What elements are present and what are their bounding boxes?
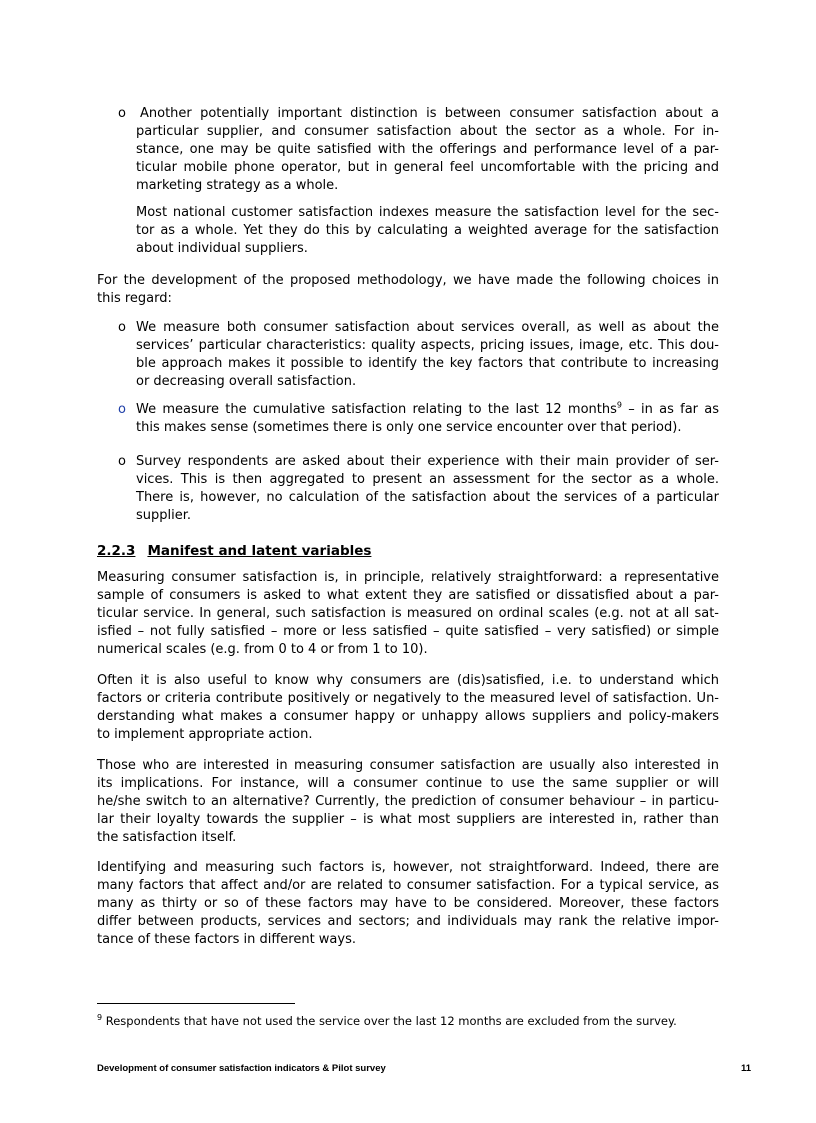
text-line: Another potentially important distinction is between consumer satisfaction about a	[140, 106, 719, 121]
text-line: There is, however, no calculation of the satisfaction about the services of a particular	[136, 490, 719, 505]
text-line: factors or criteria contribute positively or negatively to the measured level of satisfaction. Un-	[97, 691, 719, 706]
text-line: Often it is also useful to know why consumers are (dis)satisfied, i.e. to understand which	[97, 673, 719, 688]
text-line: or decreasing overall satisfaction.	[136, 374, 357, 389]
text-line: particular supplier, and consumer satisfaction about the sector as a whole. For in-	[136, 124, 719, 139]
text-segment: We measure the cumulative satisfaction relating to the last 12 months	[136, 402, 617, 417]
text-line: the satisfaction itself.	[97, 830, 237, 845]
footnote-ref[interactable]: 9	[616, 400, 622, 410]
intro-paragraph	[97, 272, 719, 308]
bullet-marker: o	[118, 106, 126, 121]
paragraph	[97, 672, 719, 744]
text-line: supplier.	[136, 508, 192, 523]
text-line: Those who are interested in measuring consumer satisfaction are usually also interested in	[97, 758, 719, 773]
text-line: Most national customer satisfaction indexes measure the satisfaction level for the sec-	[136, 205, 719, 220]
text-line: vices. This is then aggregated to present an assessment for the sector as a whole.	[136, 472, 719, 487]
paragraph	[97, 757, 719, 847]
text-line: this makes sense (sometimes there is only one service encounter over that period).	[136, 420, 682, 435]
bullet-distinction	[118, 105, 719, 195]
paragraph	[97, 859, 719, 949]
text-line: services’ particular characteristics: quality aspects, pricing issues, image, etc. This dou-	[136, 338, 719, 353]
footer-title: Development of consumer satisfaction indicators & Pilot survey	[97, 1063, 386, 1074]
page-number: 11	[740, 1063, 751, 1074]
text-line: this regard:	[97, 291, 172, 306]
page-footer	[97, 1063, 751, 1074]
choice-item	[118, 400, 719, 437]
text-line: Identifying and measuring such factors is, however, not straightforward. Indeed, there are	[97, 860, 719, 875]
text-line: about individual suppliers.	[136, 241, 308, 256]
text-line: many as thirty or so of these factors may have to be considered. Moreover, these factors	[97, 896, 719, 911]
choice-item	[118, 319, 719, 391]
section-number: 2.2.3	[97, 543, 136, 559]
text-segment: – in as far as	[628, 402, 719, 417]
footnote-divider	[97, 1003, 295, 1004]
text-line: many factors that affect and/or are related to consumer satisfaction. For a typical service, as	[97, 878, 719, 893]
text-line: lar their loyalty towards the supplier – is what most suppliers are interested in, rather than	[97, 812, 719, 827]
text-line: tor as a whole. Yet they do this by calculating a weighted average for the satisfaction	[136, 223, 719, 238]
text-line: For the development of the proposed methodology, we have made the following choices in	[97, 273, 719, 288]
text-line: Measuring consumer satisfaction is, in principle, relatively straightforward: a representative	[97, 570, 719, 585]
bullet-marker: o	[118, 320, 126, 335]
bullet-marker: o	[118, 402, 126, 417]
text-line: ticular service. In general, such satisfaction is measured on ordinal scales (e.g. not at all sat-	[97, 606, 719, 621]
text-line: stance, one may be quite satisfied with the offerings and performance level of a par-	[136, 142, 719, 157]
text-line: ticular mobile phone operator, but in general feel uncomfortable with the pricing and	[136, 160, 719, 175]
text-line: We measure both consumer satisfaction about services overall, as well as about the	[136, 320, 719, 335]
section-title: Manifest and latent variables	[147, 543, 372, 559]
text-line: ble approach makes it possible to identify the key factors that contribute to increasing	[136, 356, 719, 371]
text-line: Survey respondents are asked about their experience with their main provider of ser-	[136, 454, 719, 469]
text-line: differ between products, services and sectors; and individuals may rank the relative impor-	[97, 914, 719, 929]
text-line: to implement appropriate action.	[97, 727, 313, 742]
paragraph	[97, 569, 719, 659]
text-line: marketing strategy as a whole.	[136, 178, 339, 193]
section-heading	[97, 543, 371, 559]
text-line: sample of consumers is asked to what extent they are satisfied or dissatisfied about a par-	[97, 588, 719, 603]
text-line: numerical scales (e.g. from 0 to 4 or from 1 to 10).	[97, 642, 428, 657]
choice-item	[118, 453, 719, 525]
indented-paragraph	[136, 204, 719, 258]
text-line: isfied – not fully satisfied – more or less satisfied – quite satisfied – very satisfied) or simple	[97, 624, 719, 639]
text-line: tance of these factors in different ways.	[97, 932, 356, 947]
footnote	[97, 1013, 677, 1029]
footnote-number: 9	[97, 1013, 103, 1023]
footnote-text: Respondents that have not used the service over the last 12 months are excluded from the survey.	[105, 1014, 677, 1028]
text-line: its implications. For instance, will a consumer continue to use the same supplier or will	[97, 776, 719, 791]
bullet-marker: o	[118, 454, 126, 469]
text-line: derstanding what makes a consumer happy or unhappy allows suppliers and policy-makers	[97, 709, 719, 724]
text-line: he/she switch to an alternative? Currently, the prediction of consumer behaviour – in particu-	[97, 794, 719, 809]
text-line	[136, 401, 719, 419]
